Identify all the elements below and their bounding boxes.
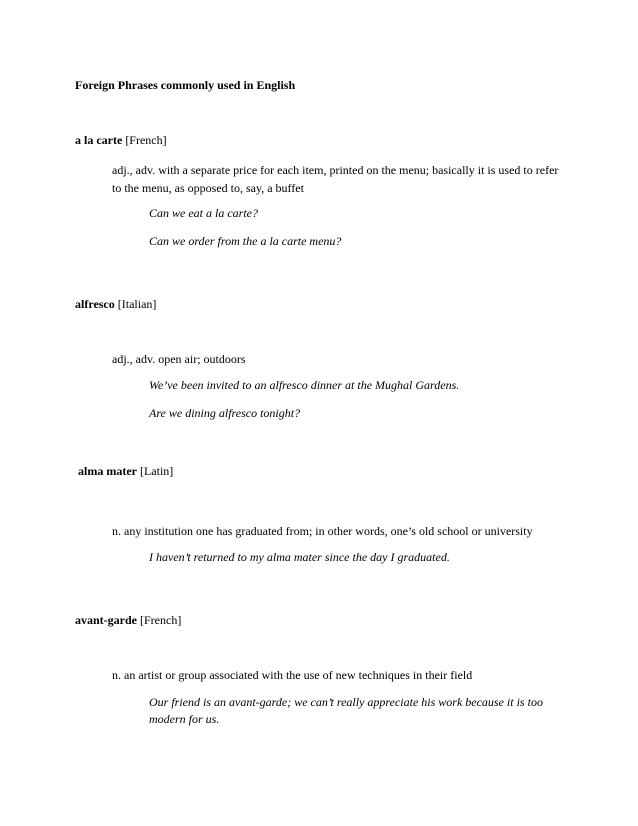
entry-term-line [78, 464, 173, 479]
entry-origin: [French] [125, 133, 167, 147]
entry-example: We’ve been invited to an alfresco dinner at the Mughal Gardens. [149, 378, 460, 392]
entry-example: Can we eat a la carte? [149, 206, 258, 220]
entry-origin: [Latin] [139, 464, 174, 478]
entry-term: alfresco [75, 297, 115, 311]
entry-origin: [Italian] [117, 297, 157, 311]
entry-definition: n. an artist or group associated with the use of new techniques in their field [112, 668, 473, 682]
entry-origin: [French] [140, 613, 182, 627]
entry-term-line [75, 133, 167, 148]
entry-example: Our friend is an avant-garde; we can’t really appreciate his work because it is too modern for us. [149, 695, 543, 726]
entry-term: alma mater [78, 464, 137, 478]
entry-term-line [75, 297, 156, 312]
entry-example: Can we order from the a la carte menu? [149, 234, 342, 248]
document-title: Foreign Phrases commonly used in English [75, 78, 296, 92]
entry-definition: n. any institution one has graduated from; in other words, one’s old school or university [112, 524, 533, 538]
entry-definition: adj., adv. open air; outdoors [112, 352, 246, 366]
entry-term-line [75, 613, 181, 628]
entry-term: a la carte [75, 133, 123, 147]
entry-example: I haven’t returned to my alma mater since the day I graduated. [149, 550, 450, 564]
entry-definition: adj., adv. with a separate price for each item, printed on the menu; basically it is used to refer to the menu, as opposed to, say, a buffet [112, 163, 559, 195]
entry-example: Are we dining alfresco tonight? [149, 406, 301, 420]
entry-term: avant-garde [75, 613, 137, 627]
